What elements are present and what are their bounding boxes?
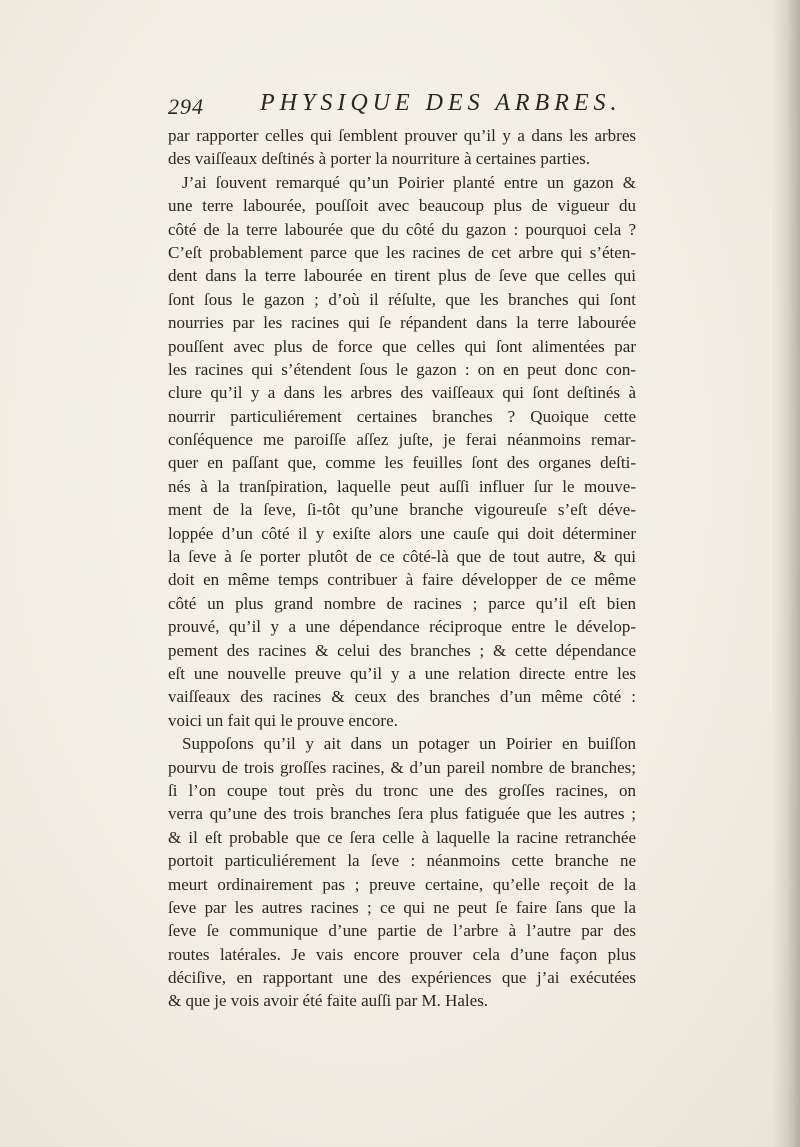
text-line: prouvé, qu’il y a une dépendance réciproque entre le dévelop- [168,617,636,637]
text-line: J’ai ſouvent remarqué qu’un Poirier planté entre un gazon & [182,172,636,192]
running-title: PHYSIQUE DES ARBRES. [260,90,622,116]
text-line: nés à la tranſpiration, laquelle peut auſſi influer ſur le mouve- [168,476,636,496]
text-line: vaiſſeaux des racines & ceux des branches d’un même côté : [168,687,636,707]
text-line: verra qu’une des trois branches ſera plus fatiguée que les autres ; [168,804,636,824]
text-line: portoit particuliérement la ſeve : néanmoins cette branche ne [168,851,636,871]
page-number: 294 [168,94,204,119]
text-line: ſeve ſe communique d’une partie de l’arbre à l’autre par des [168,921,636,941]
body-text [168,124,636,1013]
text-line: pouſſent avec plus de force que celles qui ſont alimentées par [168,336,636,356]
text-line: la ſeve à ſe porter plutôt de ce côté-là que de tout autre, & qui [168,547,636,567]
text-line: dent dans la terre labourée en tirent plus de ſeve que celles qui [168,266,636,286]
text-line: conſéquence me paroiſſe aſſez juſte, je ferai néanmoins remar- [168,430,636,450]
text-line: côté un plus grand nombre de racines ; parce qu’il eſt bien [168,593,636,613]
text-line: des vaiſſeaux deſtinés à porter la nourriture à certaines parties. [168,149,590,169]
text-line: ment de la ſeve, ſi-tôt qu’une branche vigoureuſe s’eſt déve- [168,500,636,520]
page-gutter-shadow [772,0,800,1147]
text-line: pement des racines & celui des branches ; & cette dépendance [168,640,636,660]
text-line: ſi l’on coupe tout près du tronc une des groſſes racines, on [168,780,636,800]
text-line: Suppoſons qu’il y ait dans un potager un Poirier en buiſſon [182,734,636,754]
text-line: routes latérales. Je vais encore prouver cela d’une façon plus [168,944,636,964]
text-line: doit en même temps contribuer à faire développer de ce même [168,570,636,590]
text-line: eſt une nouvelle preuve qu’il y a une relation directe entre les [168,663,636,683]
text-line: loppée d’un côté il y exiſte alors une cauſe qui doit déterminer [168,523,636,543]
text-line: voici un fait qui le prouve encore. [168,710,398,730]
text-line: ſeve par les autres racines ; ce qui ne peut ſe faire ſans que la [168,897,636,917]
text-line: par rapporter celles qui ſemblent prouver qu’il y a dans les arbres [168,126,636,145]
text-line: meurt ordinairement pas ; preuve certaine, qu’elle reçoit de la [168,874,636,894]
text-line: clure qu’il y a dans les arbres des vaiſſeaux qui ſont deſtinés à [168,383,636,403]
text-line: les racines qui s’étendent ſous le gazon : on en peut donc con- [168,359,636,379]
text-line: quer en paſſant que, comme les feuilles ſont des organes deſti- [168,453,636,473]
text-line: nourrir particuliérement certaines branches ? Quoique cette [168,406,636,426]
text-line: déciſive, en rapportant une des expériences que j’ai exécutées [168,968,636,988]
text-line: ſont ſous le gazon ; d’où il réſulte, que les branches qui ſont [168,289,636,309]
text-line: & que je vois avoir été faite auſſi par M. Hales. [168,991,489,1011]
text-line: & il eſt probable que ce ſera celle à laquelle la racine retranchée [168,827,636,847]
text-line: une terre labourée, pouſſoit avec beaucoup plus de vigueur du [168,196,636,216]
page-header [168,90,668,124]
text-line: C’eſt probablement parce que les racines de cet arbre qui s’éten- [168,242,636,262]
text-line: côté de la terre labourée que du côté du gazon : pourquoi cela ? [168,219,636,239]
text-line: nourries par les racines qui ſe répandent dans la terre labourée [168,313,636,333]
text-line: pourvu de trois groſſes racines, & d’un pareil nombre de branches; [168,757,636,777]
